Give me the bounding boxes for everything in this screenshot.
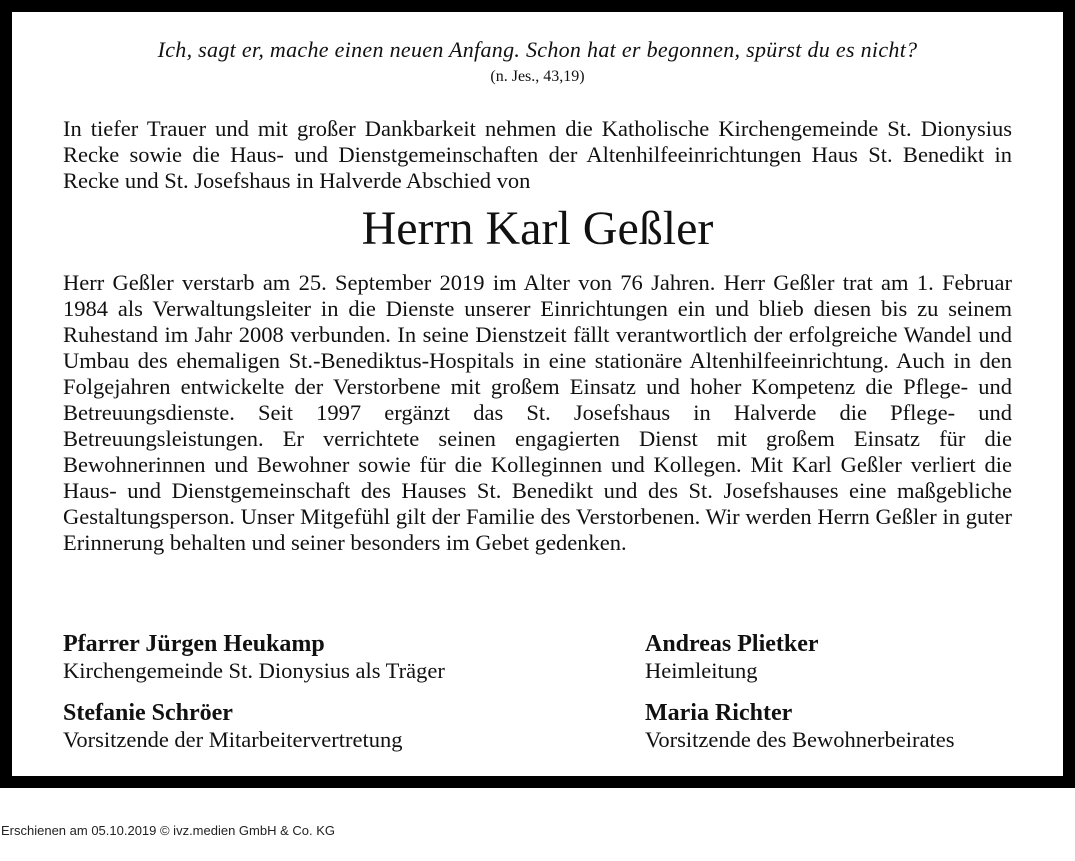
obituary-text: Herr Geßler verstarb am 25. September 2019 im Alter von 76 Jahren. Herr Geßler trat am 1. Februar 1984 als Verwaltungsleiter in die Dienste unserer Einrichtungen ein und blieb diesen bis zu seinem Ruhestand im Jahr 2008 verbunden. In seine Dienstzeit fällt verantwortlich der erfolgreiche Wandel und Umbau des ehemaligen St.-Benediktus-Hospitals in eine stationäre Altenhilfeeinrichtung. Auch in den Folgejahren entwickelte der Verstorbene mit großem Einsatz und hoher Kompetenz die Pflege- und Betreuungsdienste. Seit 1997 ergänzt das St. Josefshaus in Halverde die Pflege- und Betreuungsleistungen. Er verrichtete seinen engagierten Dienst mit großem Einsatz für die Bewohnerinnen und Bewohner sowie für die Kolleginnen und Kollegen. Mit Karl Geßler verliert die Haus- und Dienstgemeinschaft des Hauses St. Benedikt und des St. Josefshauses eine maßgebliche Gestaltungsperson. Unser Mitgefühl gilt der Familie des Verstorbenen. Wir werden Herrn Geßler in guter Erinnerung behalten und seiner besonders im Gebet gedenken. — [63, 270, 1012, 555]
signatory-role: Vorsitzende der Mitarbeitervertretung — [63, 727, 403, 752]
signatory-name: Stefanie Schröer — [63, 700, 233, 726]
deceased-name: Herrn Karl Geßler — [361, 202, 714, 255]
intro-text: In tiefer Trauer und mit großer Dankbarkeit nehmen die Katholische Kirchengemeinde St. Dionysius Recke sowie die Haus- und Dienstgemeinschaften der Altenhilfeeinrichtungen Haus St. Benedikt in Recke und St. Josefshaus in Halverde Abschied von — [63, 116, 1012, 193]
signatory-role: Vorsitzende des Bewohnerbeirates — [645, 727, 955, 752]
signatory-name: Pfarrer Jürgen Heukamp — [63, 631, 325, 657]
publication-footer: Erschienen am 05.10.2019 © ivz.medien GmbH & Co. KG — [1, 823, 336, 838]
signatory-role: Heimleitung — [645, 658, 758, 683]
signatory-heukamp — [63, 630, 445, 684]
signatory-name: Maria Richter — [645, 700, 793, 726]
bible-quote: Ich, sagt er, mache einen neuen Anfang. Schon hat er begonnen, spürst du es nicht? — [157, 37, 918, 62]
notice-panel — [12, 12, 1063, 776]
signatory-richter — [645, 699, 955, 753]
signatory-role: Kirchengemeinde St. Dionysius als Träger — [63, 658, 445, 683]
signatory-schroeer — [63, 699, 402, 753]
signatory-name: Andreas Plietker — [645, 631, 819, 657]
signatory-plietker — [645, 630, 819, 684]
quote-source: (n. Jes., 43,19) — [490, 68, 585, 85]
